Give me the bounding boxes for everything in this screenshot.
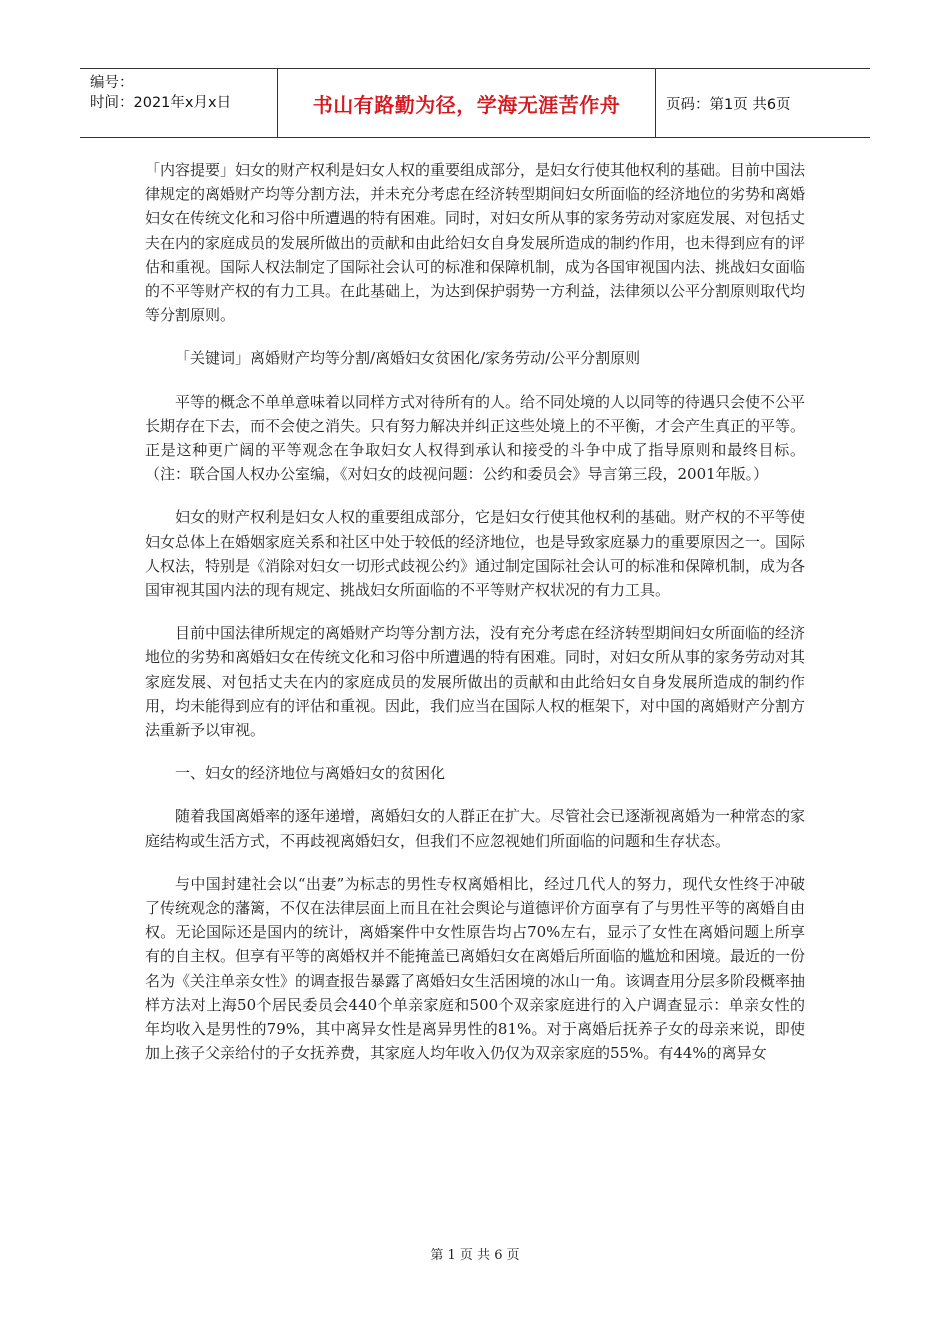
header-meta: [80, 69, 278, 137]
section-heading: 一、妇女的经济地位与离婚妇女的贫困化: [175, 764, 446, 783]
header-page-info: 页码：第1页 共6页: [666, 96, 791, 113]
document-date: 时间：2021年x月x日: [90, 95, 232, 111]
page-header: [80, 68, 870, 138]
keywords-paragraph: 「关键词」离婚财产均等分割/离婚妇女贫困化/家务劳动/公平分割原则: [175, 349, 641, 368]
document-code-label: 编号：: [90, 75, 134, 91]
body-paragraph: 随着我国离婚率的逐年递增，离婚妇女的人群正在扩大。尽管社会已逐渐视离婚为一种常态的家庭结构或生活方式，不再歧视离婚妇女，但我们不应忽视她们所面临的问题和生存状态。: [145, 807, 806, 850]
body-paragraph: 平等的概念不单单意味着以同样方式对待所有的人。给不同处境的人以同等的待遇只会使不公平长期存在下去，而不会使之消失。只有努力解决并纠正这些处境上的不平衡，才会产生真正的平等。正是这种更广阔的平等观念在争取妇女人权得到承认和接受的斗争中成了指导原则和最终目标。（注：联合国人权办公室编，《对妇女的歧视问题：公约和委员会》导言第三段，2001年版。）: [145, 392, 806, 484]
body-paragraph: 与中国封建社会以“出妻”为标志的男性专权离婚相比，经过几代人的努力，现代女性终于冲破了传统观念的藩篱，不仅在法律层面上而且在社会舆论与道德评价方面享有了与男性平等的离婚自由权。无论国际还是国内的统计，离婚案件中女性原告均占70%左右，显示了女性在离婚问题上所享有的自主权。但享有平等的离婚权并不能掩盖已离婚妇女在离婚后所面临的尴尬和困境。最近的一份名为《关注单亲女性》的调查报告暴露了离婚妇女生活困境的冰山一角。该调查用分层多阶段概率抽样方法对上海50个居民委员会440个单亲家庭和500个双亲家庭进行的入户调查显示：单亲女性的年均收入是男性的79%，其中离异女性是离异男性的81%。对于离婚后抚养子女的母亲来说，即使加上孩子父亲给付的子女抚养费，其家庭人均年收入仍仅为双亲家庭的55%。有44%的离异女: [145, 874, 806, 1063]
document-body: [145, 158, 805, 1085]
body-paragraph: 目前中国法律所规定的离婚财产均等分割方法，没有充分考虑在经济转型期间妇女所面临的经济地位的劣势和离婚妇女在传统文化和习俗中所遭遇的特有困难。同时，对妇女所从事的家务劳动对其家庭发展、对包括丈夫在内的家庭成员的发展所做出的贡献和由此给妇女自身发展所造成的制约作用，均未能得到应有的评估和重视。因此，我们应当在国际人权的框架下，对中国的离婚财产分割方法重新予以审视。: [145, 624, 806, 740]
abstract-paragraph: 「内容提要」妇女的财产权利是妇女人权的重要组成部分，是妇女行使其他权利的基础。目前中国法律规定的离婚财产均等分割方法，并未充分考虑在经济转型期间妇女所面临的经济地位的劣势和离婚妇女在传统文化和习俗中所遭遇的特有困难。同时，对妇女所从事的家务劳动对家庭发展、对包括丈夫在内的家庭成员的发展所做出的贡献和由此给妇女自身发展所造成的制约作用，也未得到应有的评估和重视。国际人权法制定了国际社会认可的标准和保障机制，成为各国审视国内法、挑战妇女面临的不平等财产权的有力工具。在此基础上，为达到保护弱势一方利益，法律须以公平分割原则取代均等分割原则。: [145, 161, 806, 325]
header-motto: 书山有路勤为径，学海无涯苦作舟: [278, 69, 656, 137]
body-paragraph: 妇女的财产权利是妇女人权的重要组成部分，它是妇女行使其他权利的基础。财产权的不平等使妇女总体上在婚姻家庭关系和社区中处于较低的经济地位，也是导致家庭暴力的重要原因之一。国际人权法，特别是《消除对妇女一切形式歧视公约》通过制定国际社会认可的标准和保障机制，成为各国审视其国内法的现有规定、挑战妇女所面临的不平等财产权状况的有力工具。: [145, 508, 806, 600]
page-footer: 第 1 页 共 6 页: [430, 1248, 520, 1263]
